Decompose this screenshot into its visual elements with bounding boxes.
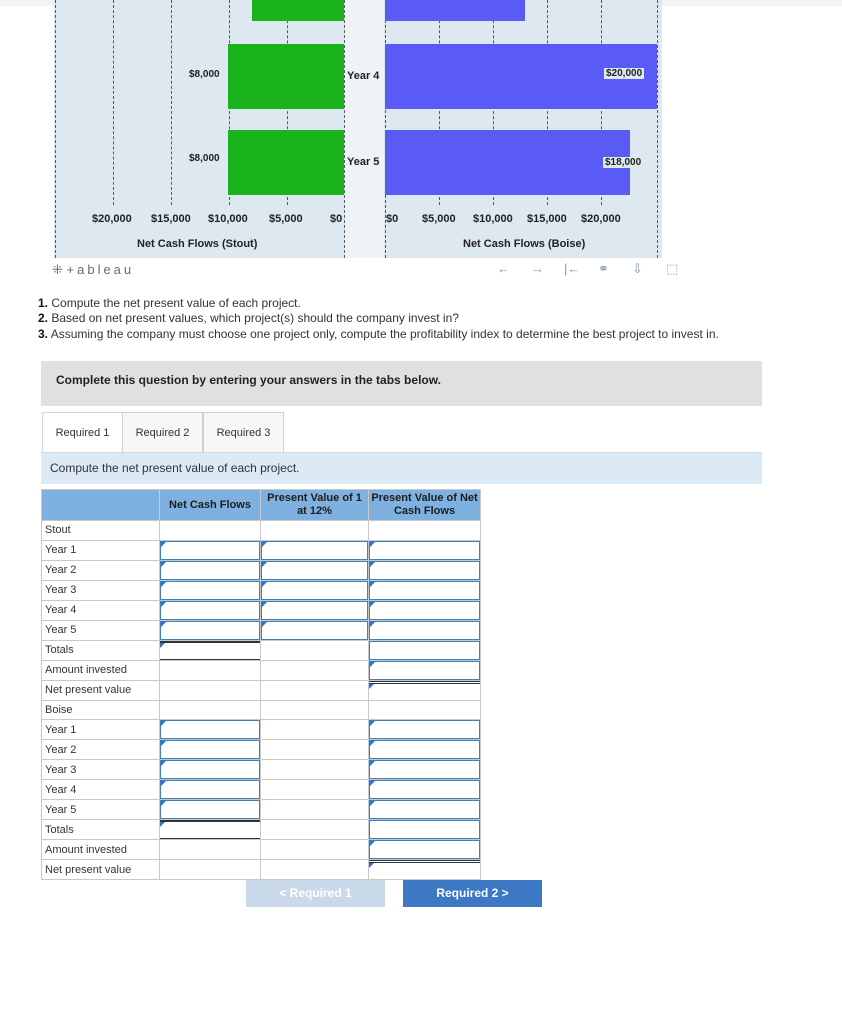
stout-year-5-label: $8,000	[189, 153, 220, 164]
table-row	[42, 600, 481, 620]
table-row	[42, 521, 481, 541]
boise-y1-pv-input[interactable]	[369, 720, 480, 739]
stout-y1-cash-flow-input[interactable]	[160, 541, 260, 560]
table-row	[42, 780, 481, 800]
table-row	[42, 820, 481, 840]
row-label: Year 3	[42, 580, 160, 600]
table-row	[42, 760, 481, 780]
table-row	[42, 860, 481, 880]
stout-total-cash-flow[interactable]	[160, 641, 260, 660]
boise-y5-pv-input[interactable]	[369, 800, 480, 819]
prompt-text: Compute the net present value of each project.	[50, 461, 300, 475]
stout-tick: $20,000	[92, 213, 132, 225]
chart-year-column	[344, 0, 384, 258]
boise-year-5-label: $18,000	[605, 157, 642, 168]
boise-total-cash-flow[interactable]	[160, 820, 260, 839]
table-row	[42, 720, 481, 740]
stout-y1-pv-factor-input[interactable]	[261, 541, 368, 560]
table-row	[42, 560, 481, 580]
stout-y3-pv-input[interactable]	[369, 581, 480, 600]
bar-stout-year-5	[228, 130, 344, 195]
table-row	[42, 740, 481, 760]
boise-total-pv-input[interactable]	[369, 820, 480, 839]
boise-y1-cash-flow-input[interactable]	[160, 720, 260, 739]
header-pv-factor: Present Value of 1 at 12%	[261, 490, 369, 521]
bar-stout-year-3	[252, 0, 344, 21]
row-label: Year 5	[42, 800, 160, 820]
row-label: Amount invested	[42, 660, 160, 680]
stout-tick: $15,000	[151, 213, 191, 225]
boise-y4-cash-flow-input[interactable]	[160, 780, 260, 799]
row-label: Totals	[42, 640, 160, 660]
table-header-row	[42, 490, 481, 521]
bar-boise-year-5	[385, 130, 630, 195]
tableau-mark-icon: ⁜	[52, 262, 67, 277]
table-row	[42, 680, 481, 700]
table-row	[42, 620, 481, 640]
boise-y3-pv-input[interactable]	[369, 760, 480, 779]
stout-y5-pv-factor-input[interactable]	[261, 621, 368, 640]
question-3: 3. Assuming the company must choose one project only, compute the profitability index to determine the best project to invest in.	[38, 327, 719, 341]
grid-line	[113, 0, 114, 205]
question-1: 1. Compute the net present value of each project.	[38, 296, 301, 310]
row-label: Amount invested	[42, 840, 160, 860]
table-row	[42, 580, 481, 600]
boise-axis-title: Net Cash Flows (Boise)	[463, 238, 586, 250]
stout-tick: $10,000	[208, 213, 248, 225]
bar-stout-year-4	[228, 44, 344, 109]
year-4-label: Year 4	[347, 70, 380, 82]
boise-y4-pv-input[interactable]	[369, 780, 480, 799]
row-label: Year 2	[42, 560, 160, 580]
table-row	[42, 540, 481, 560]
table-row	[42, 700, 481, 720]
table-row	[42, 800, 481, 820]
stout-year-4-label: $8,000	[189, 69, 220, 80]
stout-tick: $5,000	[269, 213, 303, 225]
stout-y1-pv-input[interactable]	[369, 541, 480, 560]
boise-y3-cash-flow-input[interactable]	[160, 760, 260, 779]
table-row	[42, 840, 481, 860]
stout-y5-pv-input[interactable]	[369, 621, 480, 640]
stout-y5-cash-flow-input[interactable]	[160, 621, 260, 640]
grid-line	[55, 0, 56, 258]
boise-year-4-label: $20,000	[606, 68, 643, 79]
row-label: Year 1	[42, 540, 160, 560]
year-5-label: Year 5	[347, 156, 380, 168]
instructions-text: Complete this question by entering your answers in the tabs below.	[56, 373, 441, 387]
header-pv-cash-flows: Present Value of Net Cash Flows	[369, 490, 481, 521]
boise-y2-cash-flow-input[interactable]	[160, 740, 260, 759]
bar-boise-year-3	[385, 0, 525, 21]
stout-npv-input[interactable]	[369, 681, 480, 700]
row-label: Stout	[42, 521, 160, 541]
stout-y3-pv-factor-input[interactable]	[261, 581, 368, 600]
row-label: Year 1	[42, 720, 160, 740]
prev-required-button[interactable]: < Required 1	[246, 880, 385, 907]
undo-icon[interactable]: ←	[497, 261, 510, 276]
grid-line	[657, 0, 658, 258]
download-icon[interactable]: ⇩	[632, 261, 643, 276]
stout-y2-pv-factor-input[interactable]	[261, 561, 368, 580]
stout-y3-cash-flow-input[interactable]	[160, 581, 260, 600]
row-label: Net present value	[42, 860, 160, 880]
row-label: Year 4	[42, 600, 160, 620]
stout-y4-cash-flow-input[interactable]	[160, 601, 260, 620]
revert-icon[interactable]: |←	[564, 261, 581, 276]
tab-required-2[interactable]: Required 2	[122, 412, 203, 453]
grid-line	[171, 0, 172, 205]
stout-y4-pv-input[interactable]	[369, 601, 480, 620]
tab-required-1[interactable]: Required 1	[42, 412, 123, 453]
share-icon[interactable]: ⚭	[598, 261, 609, 276]
row-label: Year 4	[42, 780, 160, 800]
grid-line	[344, 0, 345, 258]
stout-y2-cash-flow-input[interactable]	[160, 561, 260, 580]
row-label: Net present value	[42, 680, 160, 700]
stout-total-pv-input[interactable]	[369, 641, 480, 660]
row-label: Year 2	[42, 740, 160, 760]
header-net-cash-flows: Net Cash Flows	[160, 490, 261, 521]
fullscreen-icon[interactable]: ⬚	[666, 261, 679, 276]
boise-y2-pv-input[interactable]	[369, 740, 480, 759]
boise-npv-input[interactable]	[369, 860, 480, 879]
boise-tick: $15,000	[527, 213, 567, 225]
table-row	[42, 640, 481, 660]
stout-amount-invested-input[interactable]	[369, 661, 480, 680]
row-label: Totals	[42, 820, 160, 840]
boise-tick: $0	[386, 213, 399, 225]
stout-y4-pv-factor-input[interactable]	[261, 601, 368, 620]
table-row	[42, 660, 481, 680]
row-label: Boise	[42, 700, 160, 720]
boise-amount-invested-input[interactable]	[369, 840, 480, 859]
row-label: Year 5	[42, 620, 160, 640]
tab-required-3[interactable]: Required 3	[203, 412, 284, 453]
stout-y2-pv-input[interactable]	[369, 561, 480, 580]
row-label: Year 3	[42, 760, 160, 780]
stout-tick: $0	[330, 213, 343, 225]
header-label	[42, 490, 160, 521]
stout-axis-title: Net Cash Flows (Stout)	[137, 238, 258, 250]
next-required-button[interactable]: Required 2 >	[403, 880, 542, 907]
question-2: 2. Based on net present values, which project(s) should the company invest in?	[38, 311, 459, 325]
npv-table	[41, 489, 481, 880]
redo-icon[interactable]: →	[531, 261, 544, 276]
boise-tick: $5,000	[422, 213, 456, 225]
boise-tick: $20,000	[581, 213, 621, 225]
boise-y5-cash-flow-input[interactable]	[160, 800, 260, 819]
boise-tick: $10,000	[473, 213, 513, 225]
tableau-logo[interactable]: ⁜ +ableau	[52, 262, 135, 277]
